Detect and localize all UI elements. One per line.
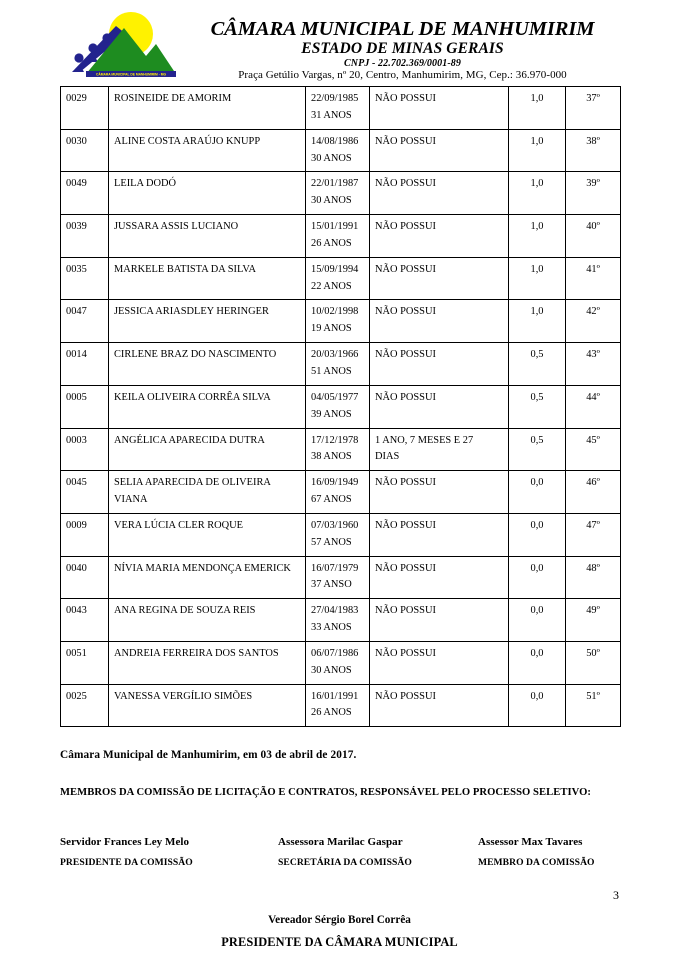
- cell-experiencia: [370, 684, 509, 727]
- cell-nota-line-1: 1,0: [530, 135, 544, 147]
- cell-inscricao-line-1: 0025: [66, 690, 87, 702]
- cell-nota: [509, 428, 566, 471]
- cell-nome: [109, 385, 306, 428]
- cell-nome: [109, 343, 306, 386]
- cell-nota-line-1: 0,0: [530, 562, 544, 574]
- cell-nome: [109, 87, 306, 130]
- cell-inscricao-line-1: 0039: [66, 221, 87, 233]
- cell-nascimento-idade-line-2: 33 ANOS: [311, 622, 352, 634]
- cell-inscricao-line-1: 0035: [66, 263, 87, 275]
- cell-inscricao-line-1: 0003: [66, 434, 87, 446]
- cell-inscricao: [61, 428, 109, 471]
- cell-nascimento-idade-line-1: 07/03/1960: [311, 519, 359, 531]
- cell-nota-line-1: 0,0: [530, 477, 544, 489]
- cell-nota: [509, 172, 566, 215]
- table-row: [61, 471, 621, 514]
- cell-classificacao: [566, 428, 621, 471]
- header-text-block: [180, 19, 621, 82]
- cell-classificacao-line-1: 37º: [586, 93, 600, 104]
- cell-nascimento-idade: [306, 300, 370, 343]
- cell-experiencia: [370, 343, 509, 386]
- cell-nome: [109, 513, 306, 556]
- cell-experiencia-line-2: DIAS: [375, 451, 400, 463]
- commission-heading: MEMBROS DA COMISSÃO DE LICITAÇÃO E CONTRATOS, RESPONSÁVEL PELO PROCESSO SELETIVO:: [60, 787, 591, 799]
- cell-nota: [509, 257, 566, 300]
- cell-classificacao: [566, 129, 621, 172]
- cell-experiencia: [370, 428, 509, 471]
- cell-nascimento-idade: [306, 172, 370, 215]
- president-role: PRESIDENTE DA CÂMARA MUNICIPAL: [221, 935, 458, 950]
- cell-nascimento-idade-line-1: 15/01/1991: [311, 221, 359, 233]
- cell-inscricao: [61, 599, 109, 642]
- cell-classificacao: [566, 172, 621, 215]
- cell-nota: [509, 87, 566, 130]
- cell-nascimento-idade-line-2: 26 ANOS: [311, 707, 352, 719]
- cell-classificacao-line-1: 43º: [586, 349, 600, 361]
- page-number: 3: [613, 888, 619, 902]
- cell-nota-line-1: 0,0: [530, 605, 544, 617]
- cell-inscricao: [61, 556, 109, 599]
- cell-inscricao-line-1: 0047: [66, 306, 87, 318]
- candidates-table: [60, 86, 621, 727]
- cell-nota-line-1: 0,0: [530, 690, 544, 702]
- cell-nota-line-1: 1,0: [530, 221, 544, 233]
- cell-nota-line-1: 1,0: [530, 263, 544, 275]
- cell-inscricao-line-1: 0009: [66, 519, 87, 531]
- cell-experiencia-line-1: NÃO POSSUI: [375, 93, 436, 104]
- cell-nascimento-idade: [306, 257, 370, 300]
- cell-inscricao-line-1: 0043: [66, 605, 87, 617]
- cell-experiencia: [370, 599, 509, 642]
- cell-nota: [509, 684, 566, 727]
- cell-experiencia-line-1: NÃO POSSUI: [375, 178, 436, 190]
- signatory-name: Servidor Frances Ley Melo: [60, 836, 190, 849]
- cell-nota-line-1: 1,0: [530, 93, 544, 104]
- cell-classificacao-line-1: 40º: [586, 221, 600, 233]
- cell-inscricao: [61, 215, 109, 258]
- cell-inscricao-line-1: 0030: [66, 135, 87, 147]
- cell-nascimento-idade-line-2: 38 ANOS: [311, 451, 352, 463]
- signatory-role: SECRETÁRIA DA COMISSÃO: [278, 857, 412, 869]
- cell-nascimento-idade-line-1: 15/09/1994: [311, 263, 359, 275]
- page-title: CÂMARA MUNICIPAL DE MANHUMIRIM: [210, 17, 595, 40]
- cell-nascimento-idade: [306, 556, 370, 599]
- cell-classificacao: [566, 684, 621, 727]
- cell-nascimento-idade-line-2: 19 ANOS: [311, 323, 352, 335]
- signatory-role: MEMBRO DA COMISSÃO: [478, 857, 595, 869]
- cell-nascimento-idade: [306, 87, 370, 130]
- cell-nome: [109, 129, 306, 172]
- cell-nome: [109, 641, 306, 684]
- cell-experiencia-line-1: 1 ANO, 7 MESES E 27: [375, 434, 474, 446]
- cell-inscricao-line-1: 0005: [66, 391, 87, 403]
- cell-experiencia-line-1: NÃO POSSUI: [375, 519, 436, 531]
- cell-experiencia: [370, 87, 509, 130]
- cell-experiencia: [370, 215, 509, 258]
- cell-nascimento-idade: [306, 129, 370, 172]
- cell-nascimento-idade: [306, 599, 370, 642]
- cell-nascimento-idade-line-1: 27/04/1983: [311, 605, 359, 617]
- document-footer: [0, 749, 679, 950]
- cell-experiencia-line-1: NÃO POSSUI: [375, 349, 436, 361]
- cell-nome-line-1: KEILA OLIVEIRA CORRÊA SILVA: [114, 391, 271, 403]
- cell-classificacao-line-1: 46º: [586, 477, 600, 489]
- cell-nota: [509, 599, 566, 642]
- cell-inscricao: [61, 471, 109, 514]
- cell-nascimento-idade: [306, 471, 370, 514]
- table-row: [61, 513, 621, 556]
- table-body: [61, 87, 621, 727]
- signature-block-president-commission: [60, 836, 278, 868]
- cell-nota: [509, 215, 566, 258]
- cell-inscricao: [61, 172, 109, 215]
- table-row: [61, 215, 621, 258]
- cell-nome-line-1: JUSSARA ASSIS LUCIANO: [114, 221, 239, 233]
- cell-inscricao: [61, 300, 109, 343]
- cell-nota: [509, 343, 566, 386]
- cell-classificacao-line-1: 38º: [586, 135, 600, 147]
- cell-inscricao: [61, 385, 109, 428]
- cell-nome-line-1: ROSINEIDE DE AMORIM: [114, 93, 232, 104]
- place-and-date: Câmara Municipal de Manhumirim, em 03 de abril de 2017.: [60, 749, 357, 762]
- cell-nota: [509, 129, 566, 172]
- cell-inscricao: [61, 343, 109, 386]
- cell-classificacao: [566, 257, 621, 300]
- cell-nascimento-idade-line-2: 57 ANOS: [311, 536, 352, 548]
- cell-inscricao-line-1: 0014: [66, 349, 87, 361]
- cell-nome-line-1: MARKELE BATISTA DA SILVA: [114, 263, 257, 275]
- cell-experiencia-line-1: NÃO POSSUI: [375, 221, 436, 233]
- cell-classificacao-line-1: 44º: [586, 391, 600, 403]
- cell-nascimento-idade-line-2: 30 ANOS: [311, 195, 352, 207]
- cell-classificacao-line-1: 39º: [586, 178, 600, 190]
- cell-experiencia-line-1: NÃO POSSUI: [375, 647, 436, 659]
- cell-classificacao-line-1: 42º: [586, 306, 600, 318]
- cell-inscricao-line-1: 0045: [66, 477, 87, 489]
- cell-nota-line-1: 1,0: [530, 306, 544, 318]
- cell-nascimento-idade-line-2: 37 ANSO: [311, 579, 352, 591]
- cell-nascimento-idade-line-2: 31 ANOS: [311, 109, 352, 121]
- cell-classificacao: [566, 87, 621, 130]
- header-cnpj: CNPJ - 22.702.369/0001-89: [344, 57, 461, 69]
- cell-nome-line-1: SELIA APARECIDA DE OLIVEIRA: [114, 477, 271, 489]
- cell-nascimento-idade-line-2: 22 ANOS: [311, 280, 352, 292]
- cell-nascimento-idade: [306, 343, 370, 386]
- logo-caption: CÂMARA MUNICIPAL DE MANHUMIRIM - MG: [95, 72, 167, 77]
- cell-nascimento-idade-line-2: 39 ANOS: [311, 408, 352, 420]
- cell-nota: [509, 641, 566, 684]
- cell-experiencia-line-1: NÃO POSSUI: [375, 690, 436, 702]
- cell-experiencia-line-1: NÃO POSSUI: [375, 135, 436, 147]
- cell-nome-line-1: CIRLENE BRAZ DO NASCIMENTO: [114, 349, 277, 361]
- cell-experiencia-line-1: NÃO POSSUI: [375, 391, 436, 403]
- president-signature-block: [60, 914, 619, 950]
- cell-classificacao-line-1: 47º: [586, 519, 600, 531]
- cell-classificacao: [566, 556, 621, 599]
- cell-classificacao: [566, 513, 621, 556]
- cell-classificacao: [566, 343, 621, 386]
- table-row: [61, 641, 621, 684]
- table-row: [61, 599, 621, 642]
- cell-nascimento-idade-line-1: 17/12/1978: [311, 434, 359, 446]
- cell-nota-line-1: 0,0: [530, 647, 544, 659]
- cell-nascimento-idade: [306, 428, 370, 471]
- cell-nome-line-1: JESSICA ARIASDLEY HERINGER: [114, 306, 269, 318]
- cell-classificacao-line-1: 45º: [586, 434, 600, 446]
- signature-row: [60, 836, 619, 868]
- cell-nascimento-idade: [306, 684, 370, 727]
- cell-nome-line-1: LEILA DODÓ: [114, 178, 177, 190]
- cell-nome: [109, 300, 306, 343]
- cell-nome-line-1: ANA REGINA DE SOUZA REIS: [114, 605, 256, 617]
- document-header: [0, 0, 679, 82]
- cell-inscricao-line-1: 0040: [66, 562, 87, 574]
- president-name: Vereador Sérgio Borel Corrêa: [268, 914, 411, 927]
- cell-nota-line-1: 0,0: [530, 519, 544, 531]
- cell-nota: [509, 300, 566, 343]
- cell-experiencia: [370, 471, 509, 514]
- cell-nascimento-idade: [306, 385, 370, 428]
- cell-nascimento-idade-line-1: 20/03/1966: [311, 349, 359, 361]
- cell-nota-line-1: 0,5: [530, 391, 544, 403]
- cell-experiencia-line-1: NÃO POSSUI: [375, 477, 436, 489]
- cell-inscricao: [61, 641, 109, 684]
- cell-nome: [109, 215, 306, 258]
- cell-classificacao: [566, 385, 621, 428]
- cell-inscricao: [61, 129, 109, 172]
- cell-classificacao: [566, 300, 621, 343]
- cell-classificacao: [566, 215, 621, 258]
- table-row: [61, 684, 621, 727]
- signature-block-secretary-commission: [278, 836, 478, 868]
- cell-nome-line-1: NÍVIA MARIA MENDONÇA EMERICK: [114, 562, 291, 574]
- cell-experiencia: [370, 300, 509, 343]
- cell-experiencia-line-1: NÃO POSSUI: [375, 263, 436, 275]
- cell-classificacao-line-1: 41º: [586, 263, 600, 275]
- camara-municipal-manhumirim-logo-icon: [68, 8, 180, 82]
- cell-inscricao-line-1: 0029: [66, 93, 87, 104]
- cell-nome-line-1: ANDREIA FERREIRA DOS SANTOS: [114, 647, 279, 659]
- signature-block-member-commission: [478, 836, 595, 868]
- cell-nota: [509, 513, 566, 556]
- cell-nome-line-1: VANESSA VERGÍLIO SIMÕES: [114, 690, 253, 702]
- cell-inscricao-line-1: 0051: [66, 647, 87, 659]
- table-row: [61, 556, 621, 599]
- table-row: [61, 87, 621, 130]
- cell-classificacao: [566, 471, 621, 514]
- cell-experiencia: [370, 385, 509, 428]
- cell-experiencia: [370, 257, 509, 300]
- cell-nome: [109, 684, 306, 727]
- cell-classificacao-line-1: 48º: [586, 562, 600, 574]
- cell-nome: [109, 428, 306, 471]
- cell-nome: [109, 556, 306, 599]
- cell-nascimento-idade-line-2: 51 ANOS: [311, 365, 352, 377]
- table-row: [61, 385, 621, 428]
- cell-nascimento-idade-line-1: 22/01/1987: [311, 178, 359, 190]
- cell-nascimento-idade-line-2: 30 ANOS: [311, 664, 352, 676]
- cell-experiencia-line-1: NÃO POSSUI: [375, 605, 436, 617]
- cell-nascimento-idade-line-1: 14/08/1986: [311, 135, 359, 147]
- cell-nascimento-idade-line-2: 67 ANOS: [311, 494, 352, 506]
- table-row: [61, 343, 621, 386]
- cell-nascimento-idade-line-1: 10/02/1998: [311, 306, 359, 318]
- cell-nota: [509, 385, 566, 428]
- cell-nascimento-idade: [306, 215, 370, 258]
- cell-nascimento-idade-line-1: 06/07/1986: [311, 647, 359, 659]
- cell-nome: [109, 599, 306, 642]
- cell-inscricao: [61, 257, 109, 300]
- table-row: [61, 257, 621, 300]
- cell-experiencia-line-1: NÃO POSSUI: [375, 562, 436, 574]
- cell-experiencia: [370, 641, 509, 684]
- cell-nascimento-idade-line-2: 26 ANOS: [311, 237, 352, 249]
- cell-experiencia: [370, 172, 509, 215]
- cell-nota: [509, 471, 566, 514]
- cell-inscricao: [61, 513, 109, 556]
- table-row: [61, 428, 621, 471]
- cell-experiencia: [370, 129, 509, 172]
- cell-nome: [109, 257, 306, 300]
- table-row: [61, 129, 621, 172]
- cell-nota-line-1: 0,5: [530, 434, 544, 446]
- signatory-role: PRESIDENTE DA COMISSÃO: [60, 857, 193, 869]
- cell-nascimento-idade: [306, 641, 370, 684]
- cell-nome-line-1: ANGÉLICA APARECIDA DUTRA: [114, 434, 265, 446]
- cell-experiencia: [370, 513, 509, 556]
- cell-classificacao-line-1: 51º: [586, 690, 600, 702]
- cell-nome-line-1: ALINE COSTA ARAÚJO KNUPP: [114, 135, 261, 147]
- cell-nascimento-idade-line-1: 16/09/1949: [311, 477, 359, 489]
- cell-nota-line-1: 0,5: [530, 349, 544, 361]
- cell-nascimento-idade-line-1: 16/07/1979: [311, 562, 359, 574]
- cell-nota-line-1: 1,0: [530, 178, 544, 190]
- cell-classificacao-line-1: 49º: [586, 605, 600, 617]
- cell-inscricao-line-1: 0049: [66, 178, 87, 190]
- cell-experiencia: [370, 556, 509, 599]
- cell-nome: [109, 172, 306, 215]
- cell-nascimento-idade-line-2: 30 ANOS: [311, 152, 352, 164]
- cell-nome-line-2: VIANA: [114, 494, 148, 506]
- signatory-name: Assessora Marilac Gaspar: [278, 836, 403, 849]
- signatory-name: Assessor Max Tavares: [478, 836, 583, 849]
- cell-nota: [509, 556, 566, 599]
- header-subtitle: ESTADO DE MINAS GERAIS: [301, 39, 504, 57]
- cell-inscricao: [61, 684, 109, 727]
- roster-table-container: [0, 86, 679, 727]
- table-row: [61, 300, 621, 343]
- cell-nascimento-idade-line-1: 16/01/1991: [311, 690, 359, 702]
- cell-nascimento-idade-line-1: 04/05/1977: [311, 391, 359, 403]
- cell-nascimento-idade-line-1: 22/09/1985: [311, 93, 359, 104]
- cell-classificacao-line-1: 50º: [586, 647, 600, 659]
- cell-experiencia-line-1: NÃO POSSUI: [375, 306, 436, 318]
- table-row: [61, 172, 621, 215]
- cell-nascimento-idade: [306, 513, 370, 556]
- cell-inscricao: [61, 87, 109, 130]
- cell-classificacao: [566, 599, 621, 642]
- cell-nome: [109, 471, 306, 514]
- cell-nome-line-1: VERA LÚCIA CLER ROQUE: [114, 519, 244, 531]
- header-address: Praça Getúlio Vargas, nº 20, Centro, Manhumirim, MG, Cep.: 36.970-000: [238, 68, 567, 81]
- cell-classificacao: [566, 641, 621, 684]
